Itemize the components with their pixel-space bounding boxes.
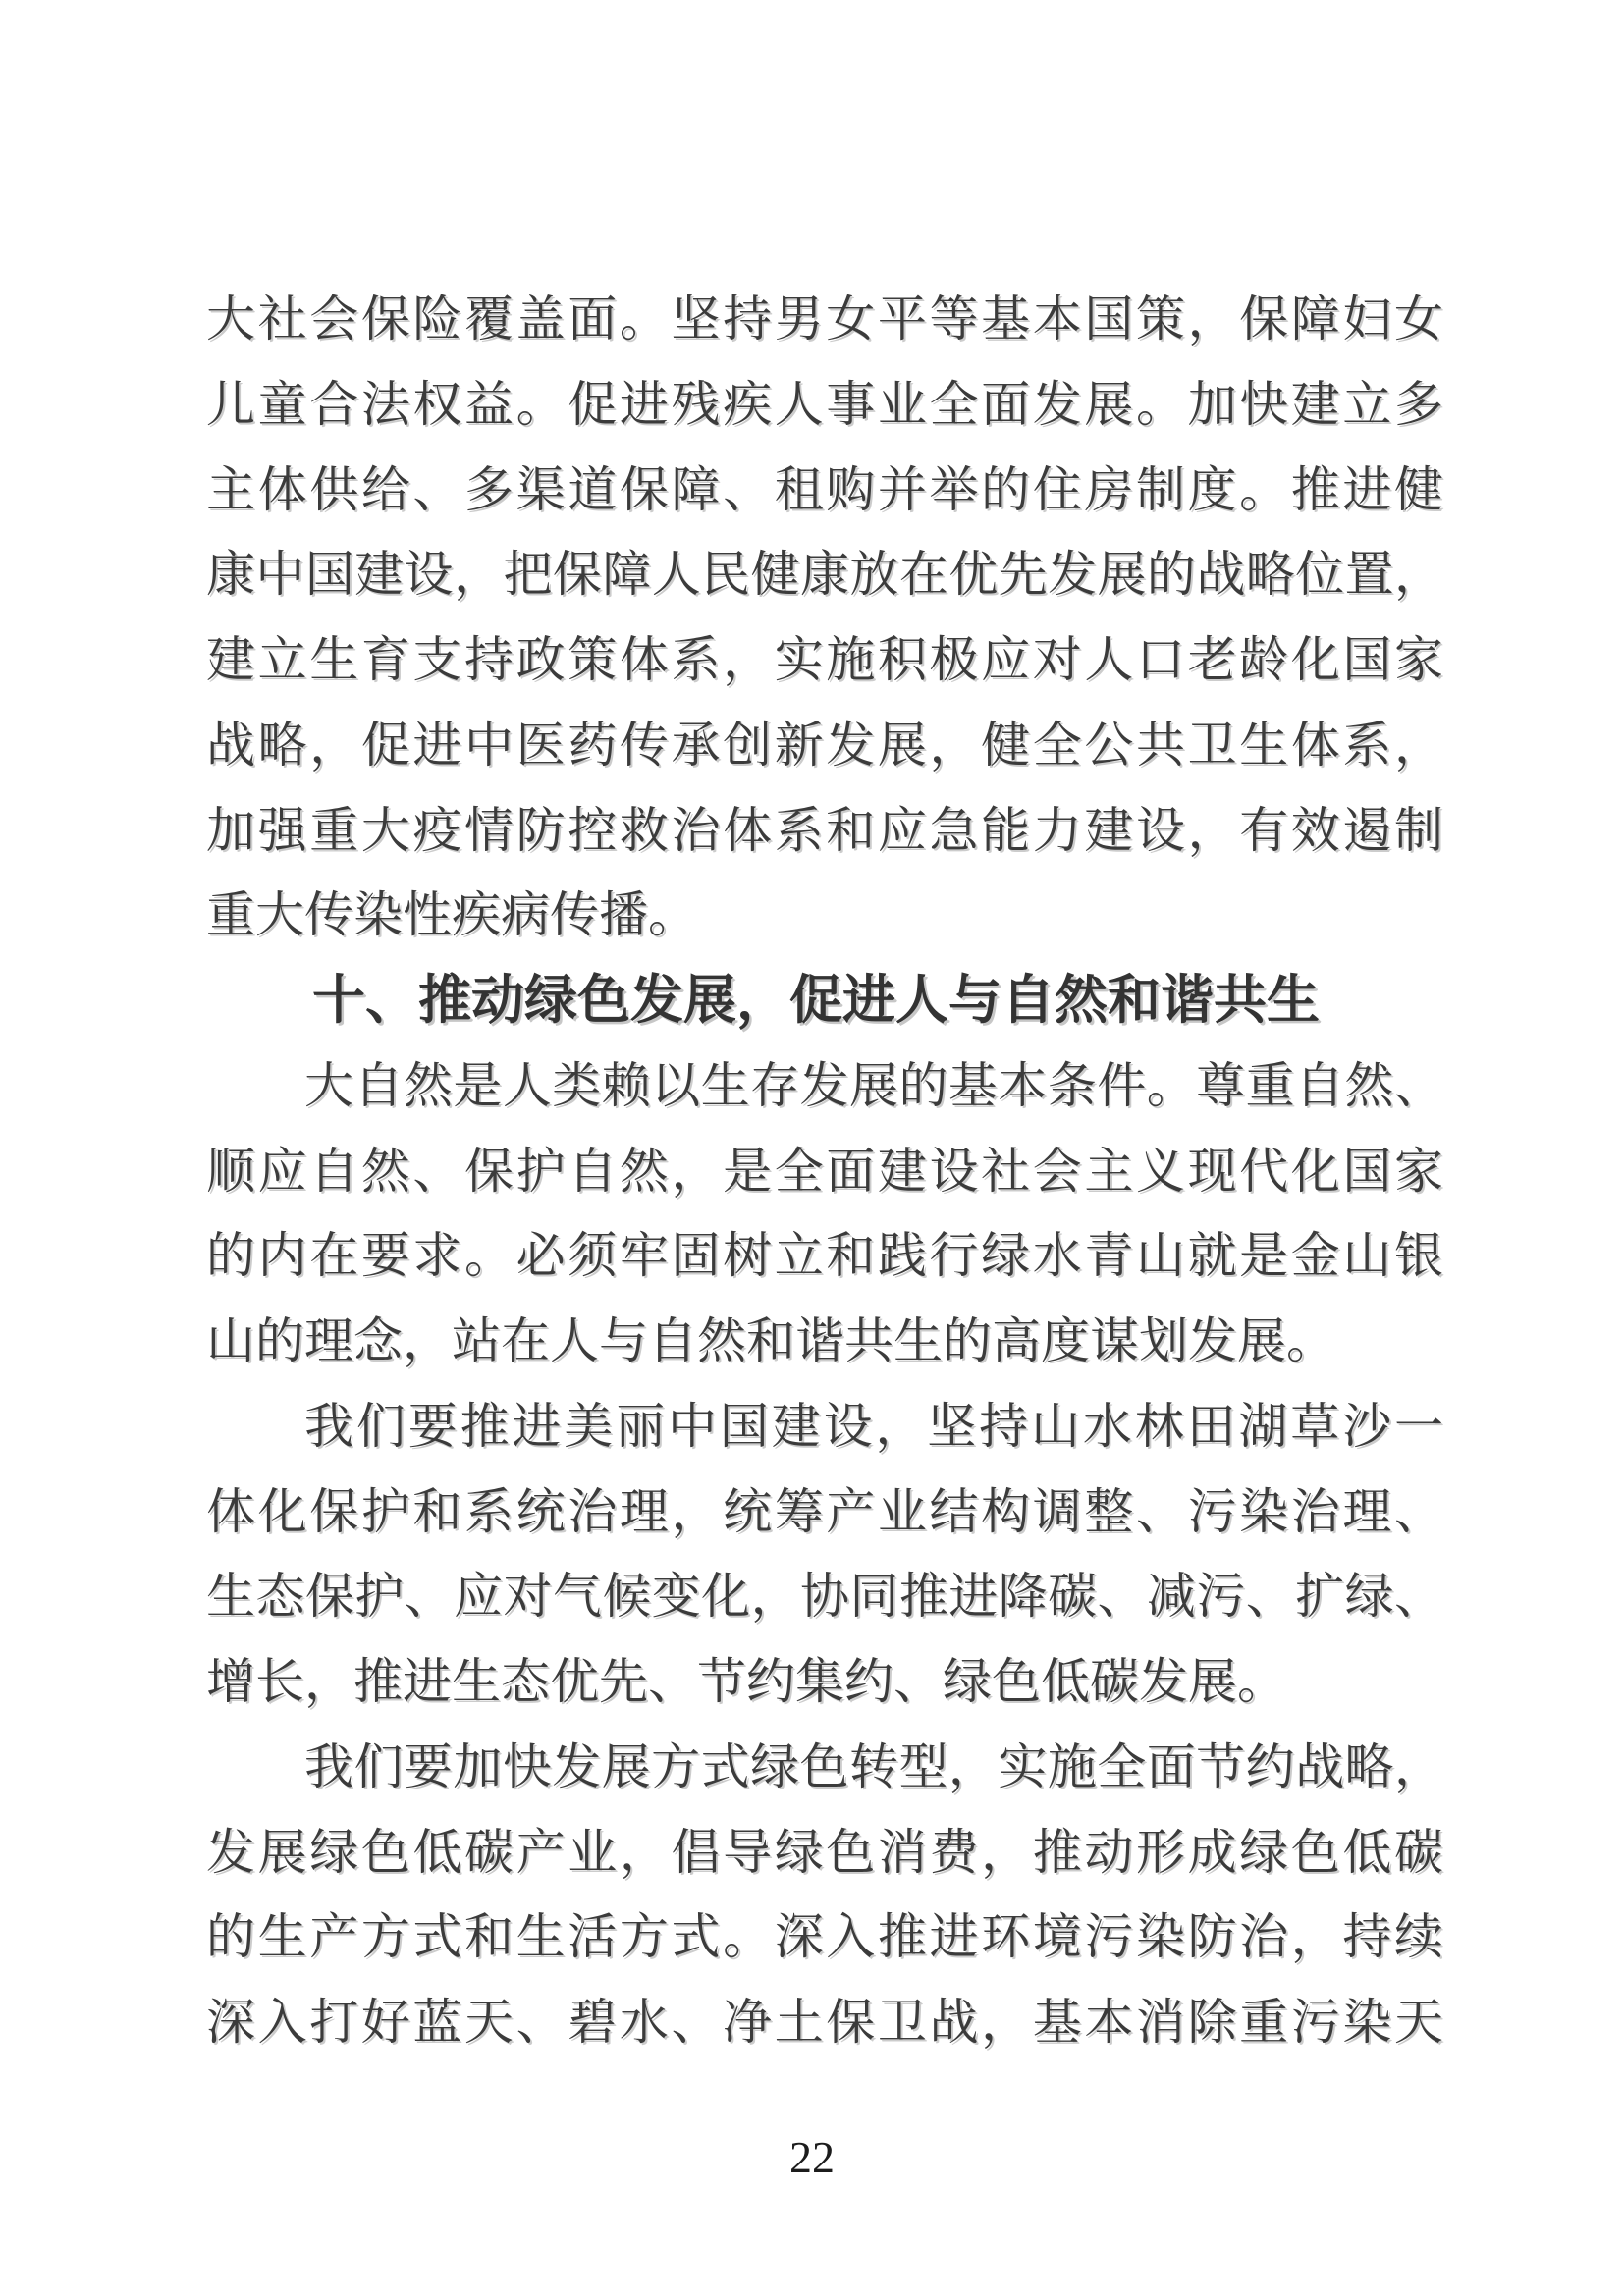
- text-line: 战略，促进中医药传承创新发展，健全公共卫生体系，: [206, 717, 1443, 773]
- text-line: 大自然是人类赖以生存发展的基本条件。尊重自然、: [304, 1057, 1443, 1113]
- text-line: 我们要推进美丽中国建设，坚持山水林田湖草沙一: [304, 1398, 1443, 1454]
- text-line: 增长，推进生态优先、节约集约、绿色低碳发展。: [206, 1654, 1286, 1709]
- text-line: 大社会保险覆盖面。坚持男女平等基本国策，保障妇女: [206, 292, 1443, 347]
- text-line: 儿童合法权益。促进残疾人事业全面发展。加快建立多: [206, 376, 1443, 432]
- text-line: 生态保护、应对气候变化，协同推进降碳、减污、扩绿、: [206, 1569, 1443, 1625]
- text-line: 山的理念，站在人与自然和谐共生的高度谋划发展。: [206, 1313, 1335, 1368]
- page-number: 22: [789, 2132, 835, 2182]
- text-line: 主体供给、多渠道保障、租购并举的住房制度。推进健: [206, 461, 1443, 517]
- text-line: 重大传染性疾病传播。: [206, 887, 697, 943]
- text-line: 加强重大疫情防控救治体系和应急能力建设，有效遏制: [206, 802, 1443, 858]
- text-line: 发展绿色低碳产业，倡导绿色消费，推动形成绿色低碳: [206, 1824, 1443, 1880]
- section-heading: 十、推动绿色发展，促进人与自然和谐共生: [312, 971, 1320, 1030]
- text-line: 顺应自然、保护自然，是全面建设社会主义现代化国家: [206, 1143, 1443, 1199]
- text-line: 的生产方式和生活方式。深入推进环境污染防治，持续: [206, 1909, 1443, 1965]
- text-line: 的内在要求。必须牢固树立和践行绿水青山就是金山银: [206, 1228, 1443, 1284]
- text-line: 体化保护和系统治理，统筹产业结构调整、污染治理、: [206, 1483, 1443, 1539]
- text-line: 建立生育支持政策体系，实施积极应对人口老龄化国家: [206, 632, 1443, 687]
- document-body: [206, 277, 1443, 2065]
- text-line: 康中国建设，把保障人民健康放在优先发展的战略位置，: [206, 547, 1443, 603]
- text-line: 深入打好蓝天、碧水、净土保卫战，基本消除重污染天: [206, 1995, 1443, 2050]
- text-line: 我们要加快发展方式绿色转型，实施全面节约战略，: [304, 1738, 1443, 1794]
